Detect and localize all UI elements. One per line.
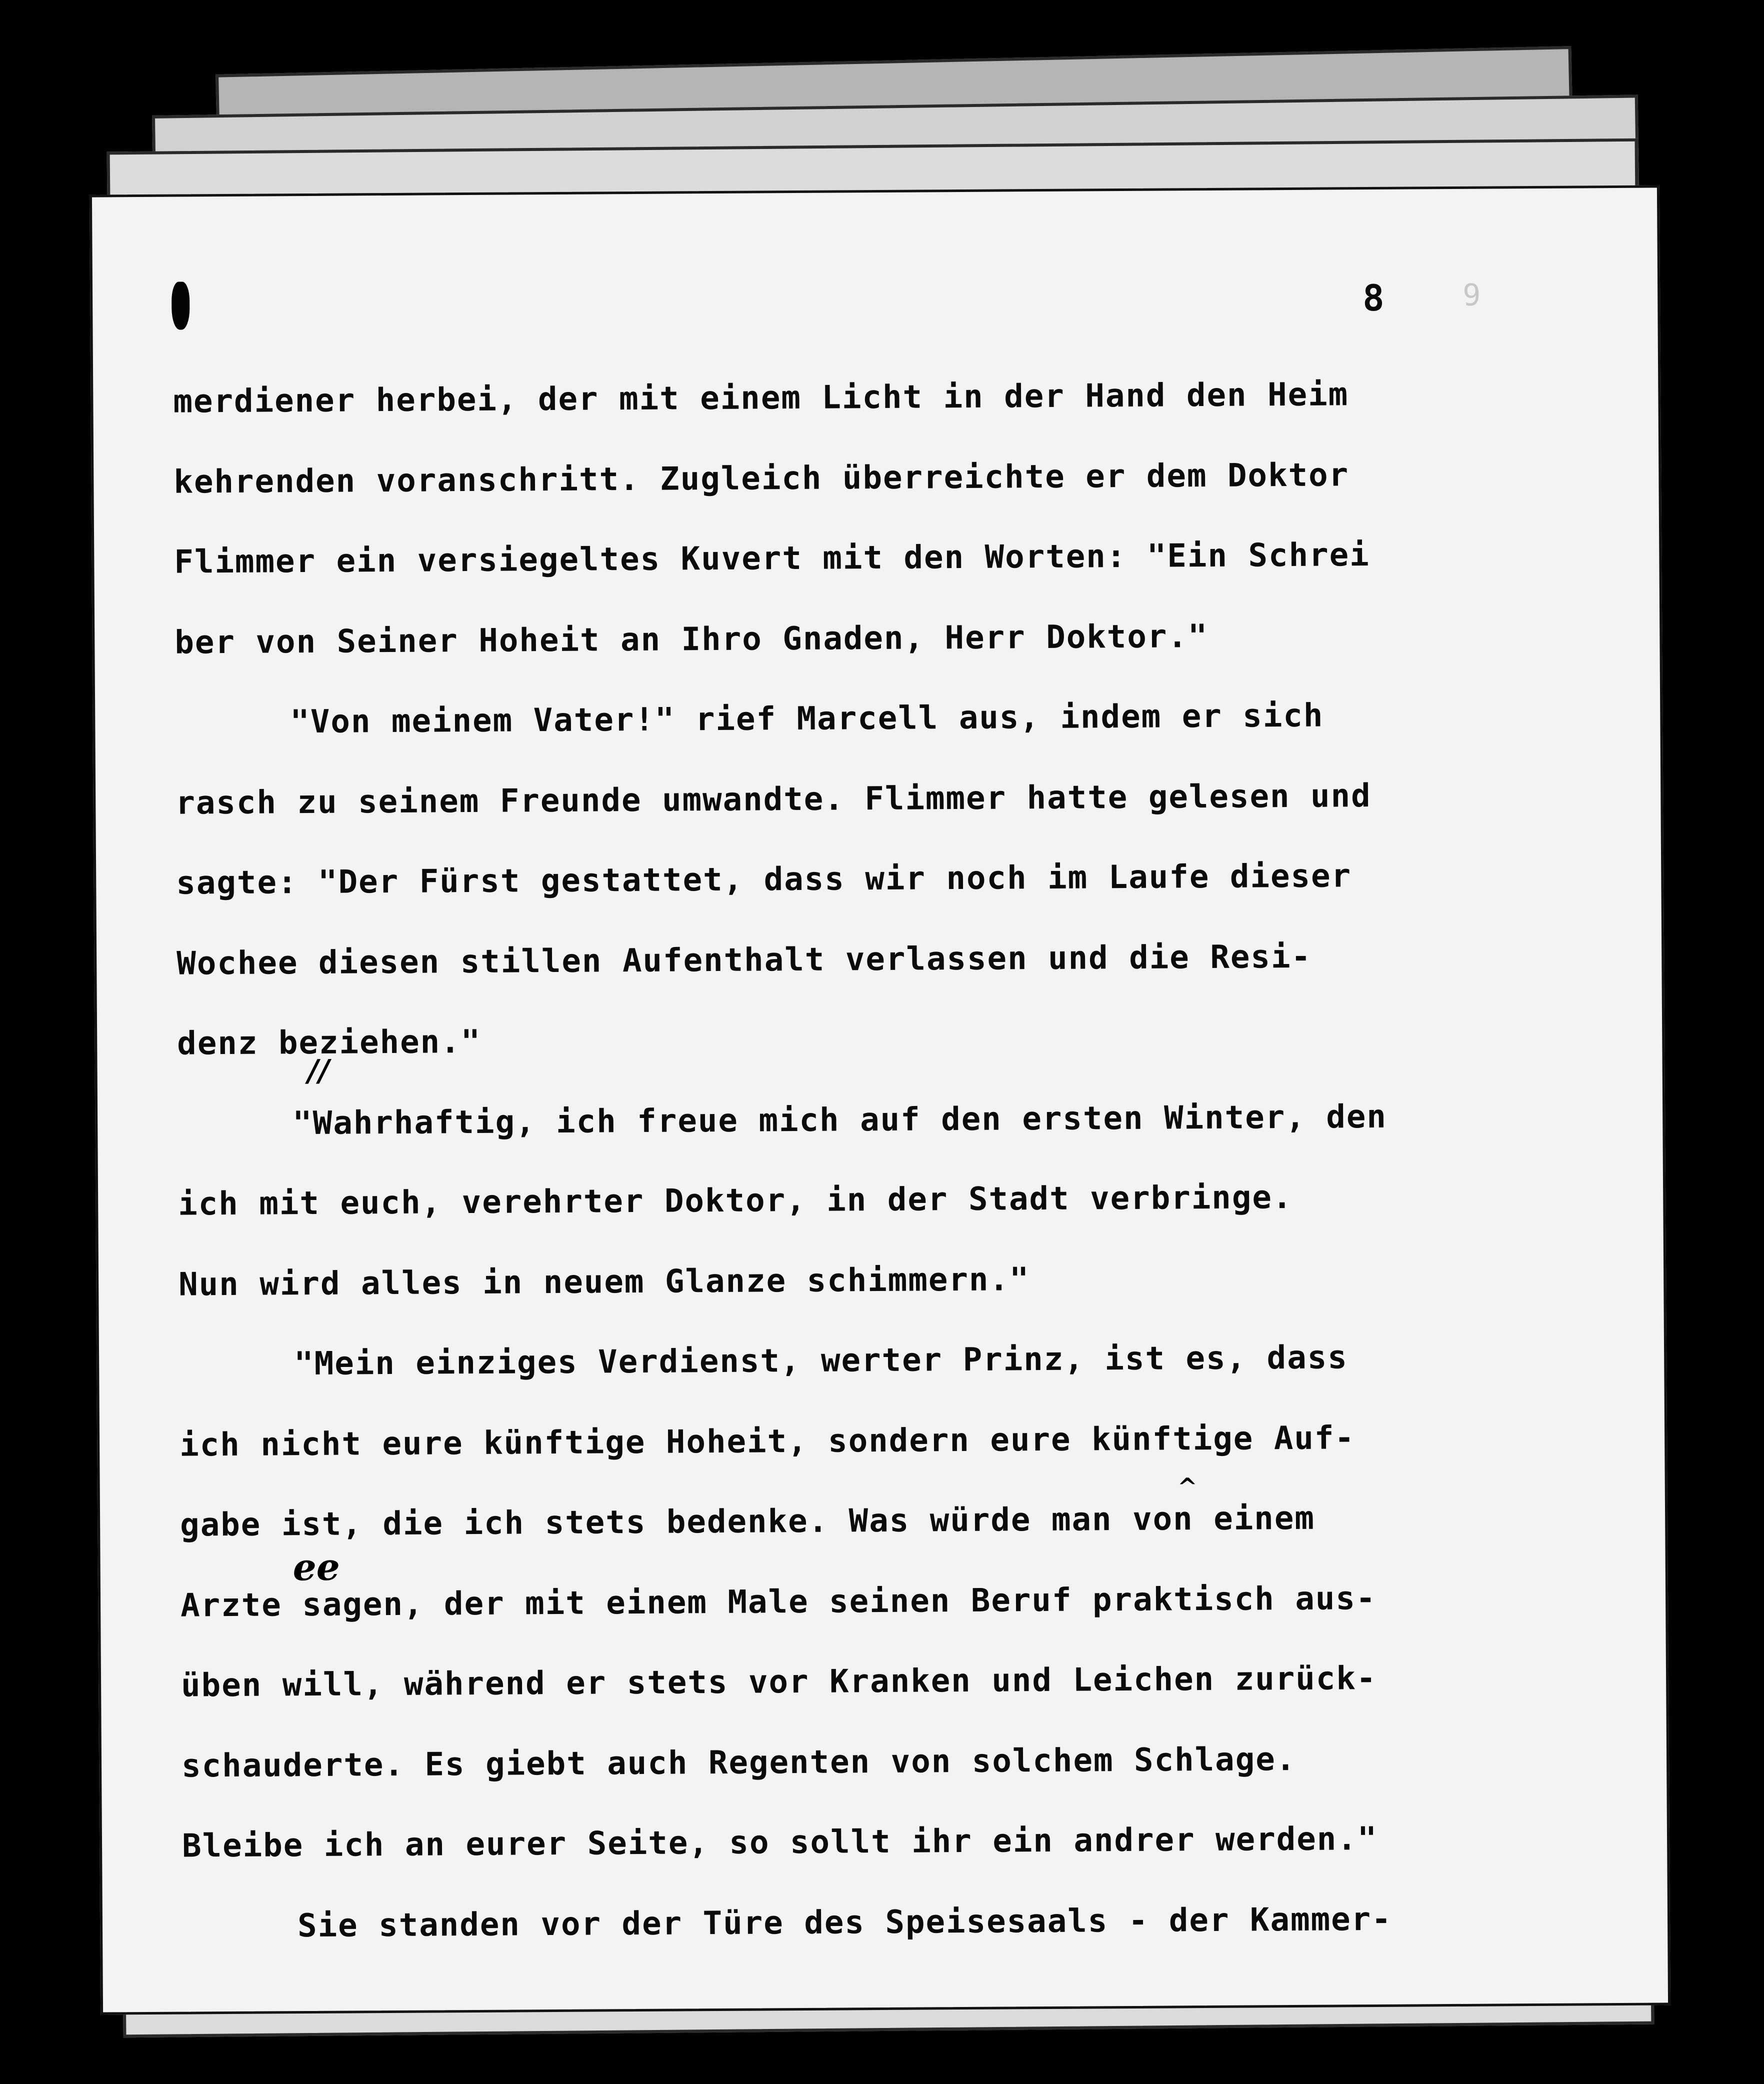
text-line: ich nicht eure künftige Hoheit, sondern eure künftige Auf- <box>179 1419 1356 1464</box>
text-line: ber von Seiner Hoheit an Ihro Gnaden, Herr Doktor." <box>174 618 1208 662</box>
text-line: merdiener herbei, der mit einem Licht in der Hand den Heim <box>173 376 1349 420</box>
text-line: Sie standen vor der Türe des Speisesaals - der Kammer- <box>297 1900 1392 1944</box>
text-line: Wochee diesen stillen Aufenthalt verlassen und die Resi- <box>176 938 1312 982</box>
text-line: "Von meinem Vater!" rief Marcell aus, indem er sich <box>290 697 1324 741</box>
text-line: Bleibe ich an eurer Seite, so sollt ihr ein andrer werden." <box>182 1820 1378 1865</box>
text-line: "Mein einziges Verdienst, werter Prinz, ist es, dass <box>294 1339 1348 1383</box>
text-line: Nun wird alles in neuem Glanze schimmern." <box>178 1260 1030 1304</box>
punch-hole <box>172 282 190 330</box>
text-line: schauderte. Es giebt auch Regenten von solchem Schlage. <box>181 1740 1296 1785</box>
text-line: Arzte sagen, der mit einem Male seinen Beruf praktisch aus- <box>180 1580 1376 1624</box>
text-line: sagte: "Der Fürst gestattet, dass wir noch im Laufe dieser <box>176 858 1352 902</box>
text-line: Flimmer ein versiegeltes Kuvert mit den Worten: "Ein Schrei <box>174 536 1370 581</box>
page-number-bleed-through: 9 <box>1462 278 1481 313</box>
text-line: ich mit euch, verehrter Doktor, in der Stadt verbringe. <box>178 1178 1293 1223</box>
handwritten-caret: ^ <box>1177 1473 1198 1502</box>
handwritten-strike: // <box>307 1053 330 1088</box>
text-line: kehrenden voranschritt. Zugleich überreichte er dem Doktor <box>174 456 1350 501</box>
text-line: üben will, während er stets vor Kranken und Leichen zurück- <box>180 1660 1377 1704</box>
handwritten-correction: ee <box>292 1546 340 1590</box>
page-number: 8 <box>1362 276 1384 320</box>
document-page <box>90 185 1670 2014</box>
text-line: gabe ist, die ich stets bedenke. Was würde man von einem <box>180 1500 1316 1544</box>
text-line: denz beziehen." <box>177 1023 482 1062</box>
typewritten-body <box>173 353 1643 1967</box>
text-line: rasch zu seinem Freunde umwandte. Flimmer hatte gelesen und <box>176 777 1372 822</box>
text-line: "Wahrhaftig, ich freue mich auf den ersten Winter, den <box>292 1098 1388 1142</box>
